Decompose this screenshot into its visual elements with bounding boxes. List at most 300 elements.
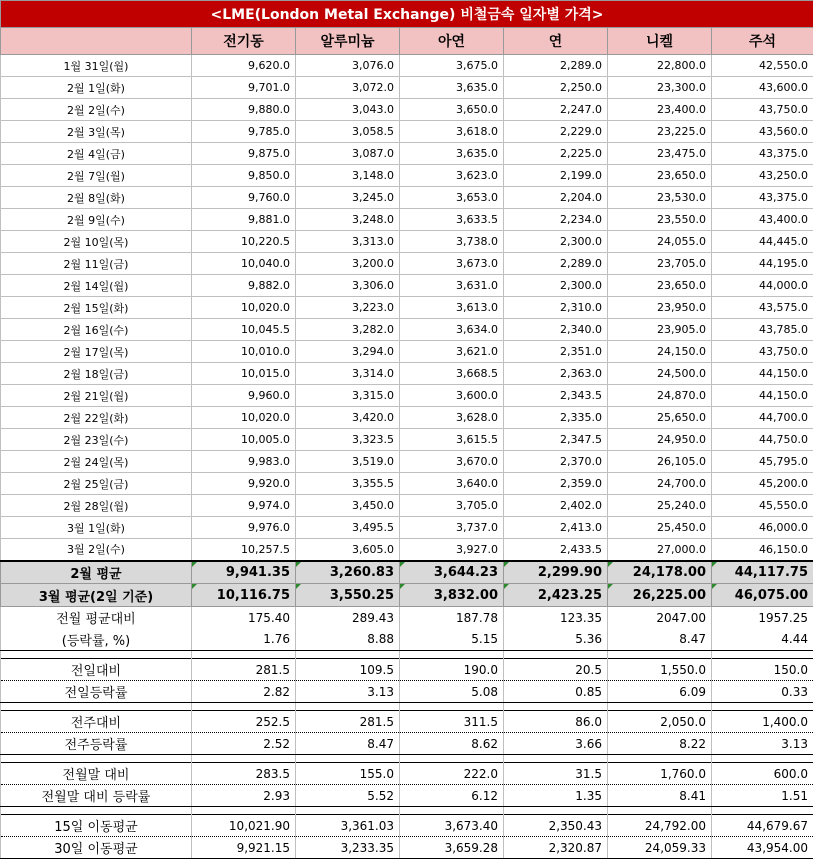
value-cell xyxy=(192,385,296,407)
cell-value: 44,117.75 xyxy=(735,565,808,580)
value-cell xyxy=(296,187,400,209)
cell-value: 25,240.0 xyxy=(657,499,706,512)
value-cell xyxy=(400,629,504,651)
value-cell xyxy=(712,55,813,77)
value-cell xyxy=(712,77,813,99)
cell-value: 9,880.0 xyxy=(248,103,290,116)
value-cell xyxy=(400,253,504,275)
value-cell xyxy=(296,711,400,733)
cell-value: 9,974.0 xyxy=(248,499,290,512)
col-header-copper: 전기동 xyxy=(192,28,296,55)
value-cell xyxy=(504,231,608,253)
value-cell xyxy=(712,681,813,703)
value-cell xyxy=(192,363,296,385)
cell-value: 289.43 xyxy=(352,611,394,625)
spacer-cell xyxy=(192,703,296,711)
value-cell xyxy=(504,629,608,651)
value-cell xyxy=(504,187,608,209)
cell-value: 5.52 xyxy=(367,789,394,803)
summary-row xyxy=(1,659,813,681)
cell-value: 43,785.0 xyxy=(759,323,808,336)
cell-value: 8.41 xyxy=(679,789,706,803)
value-cell xyxy=(712,209,813,231)
value-cell xyxy=(400,495,504,517)
cell-value: 10,045.5 xyxy=(241,323,290,336)
value-cell xyxy=(504,407,608,429)
value-cell xyxy=(400,209,504,231)
summary-row xyxy=(1,763,813,785)
value-cell xyxy=(192,451,296,473)
cell-value: 46,000.0 xyxy=(759,521,808,534)
value-cell xyxy=(712,319,813,341)
cell-value: 3,323.5 xyxy=(352,433,394,446)
value-cell xyxy=(192,495,296,517)
row-label: 2월 1일(화) xyxy=(1,77,192,99)
cell-value: 10,040.0 xyxy=(241,257,290,270)
cell-value: 26,105.0 xyxy=(657,455,706,468)
cell-value: 9,983.0 xyxy=(248,455,290,468)
cell-value: 2,402.0 xyxy=(560,499,602,512)
value-cell xyxy=(192,275,296,297)
value-cell xyxy=(608,385,712,407)
cell-value: 3,058.5 xyxy=(352,125,394,138)
summary-row xyxy=(1,681,813,703)
cell-value: 10,010.0 xyxy=(241,345,290,358)
value-cell xyxy=(608,815,712,837)
row-label: 전월말 대비 xyxy=(1,763,192,785)
cell-value: 252.5 xyxy=(256,715,290,729)
value-cell xyxy=(192,473,296,495)
cell-value: 1.35 xyxy=(575,789,602,803)
cell-value: 25,650.0 xyxy=(657,411,706,424)
cell-value: 8.88 xyxy=(367,632,394,646)
cell-value: 5.15 xyxy=(471,632,498,646)
value-cell xyxy=(504,711,608,733)
cell-value: 43,375.0 xyxy=(759,147,808,160)
value-cell xyxy=(192,561,296,584)
value-cell xyxy=(504,297,608,319)
value-cell xyxy=(712,407,813,429)
cell-value: 9,760.0 xyxy=(248,191,290,204)
value-cell xyxy=(192,584,296,607)
value-cell xyxy=(712,561,813,584)
value-cell xyxy=(400,275,504,297)
value-cell xyxy=(504,733,608,755)
cell-value: 3,450.0 xyxy=(352,499,394,512)
value-cell xyxy=(608,785,712,807)
cell-value: 0.85 xyxy=(575,685,602,699)
cell-value: 600.0 xyxy=(774,767,808,781)
value-cell xyxy=(504,143,608,165)
cell-value: 2,370.0 xyxy=(560,455,602,468)
cell-value: 43,600.0 xyxy=(759,81,808,94)
value-cell xyxy=(192,341,296,363)
cell-value: 23,550.0 xyxy=(657,213,706,226)
value-cell xyxy=(608,407,712,429)
cell-value: 123.35 xyxy=(560,611,602,625)
cell-value: 3,644.23 xyxy=(434,565,498,580)
value-cell xyxy=(712,711,813,733)
value-cell xyxy=(608,209,712,231)
daily-price-row xyxy=(1,319,813,341)
monthly-change-row xyxy=(1,607,813,629)
cell-value: 2,300.0 xyxy=(560,279,602,292)
spacer-cell xyxy=(608,755,712,763)
cell-indicator-icon xyxy=(608,584,613,589)
cell-value: 23,905.0 xyxy=(657,323,706,336)
value-cell xyxy=(192,681,296,703)
cell-value: 24,055.0 xyxy=(657,235,706,248)
cell-value: 3,245.0 xyxy=(352,191,394,204)
cell-value: 9,882.0 xyxy=(248,279,290,292)
value-cell xyxy=(192,165,296,187)
value-cell xyxy=(400,785,504,807)
spacer-cell xyxy=(712,755,813,763)
cell-value: 3,675.0 xyxy=(456,59,498,72)
cell-value: 2,359.0 xyxy=(560,477,602,490)
value-cell xyxy=(608,837,712,859)
cell-value: 43,400.0 xyxy=(759,213,808,226)
cell-value: 10,116.75 xyxy=(217,588,290,603)
value-cell xyxy=(504,209,608,231)
cell-value: 1,550.0 xyxy=(660,663,706,677)
daily-price-row xyxy=(1,407,813,429)
value-cell xyxy=(608,341,712,363)
value-cell xyxy=(296,815,400,837)
daily-price-row xyxy=(1,231,813,253)
cell-value: 2,299.90 xyxy=(538,565,602,580)
value-cell xyxy=(608,607,712,629)
value-cell xyxy=(192,539,296,561)
spacer-cell xyxy=(712,703,813,711)
cell-value: 44,150.0 xyxy=(759,367,808,380)
cell-value: 3,737.0 xyxy=(456,521,498,534)
value-cell xyxy=(712,659,813,681)
cell-value: 3,640.0 xyxy=(456,477,498,490)
spacer-cell xyxy=(400,651,504,659)
daily-price-row xyxy=(1,341,813,363)
spacer-cell xyxy=(296,703,400,711)
summary-row xyxy=(1,733,813,755)
value-cell xyxy=(296,429,400,451)
value-cell xyxy=(192,99,296,121)
value-cell xyxy=(400,763,504,785)
cell-value: 2,343.5 xyxy=(560,389,602,402)
value-cell xyxy=(504,539,608,561)
row-label: 2월 24일(목) xyxy=(1,451,192,473)
value-cell xyxy=(192,253,296,275)
cell-value: 3,623.0 xyxy=(456,169,498,182)
value-cell xyxy=(504,55,608,77)
value-cell xyxy=(192,517,296,539)
cell-value: 24,870.0 xyxy=(657,389,706,402)
title-row xyxy=(1,1,813,28)
value-cell xyxy=(712,517,813,539)
spacer-cell xyxy=(608,651,712,659)
cell-value: 3,633.5 xyxy=(456,213,498,226)
spacer-cell xyxy=(1,651,192,659)
value-cell xyxy=(400,584,504,607)
row-label: 전일등락률 xyxy=(1,681,192,703)
cell-value: 24,059.33 xyxy=(645,841,706,855)
value-cell xyxy=(608,275,712,297)
cell-value: 3,315.0 xyxy=(352,389,394,402)
cell-value: 3,673.40 xyxy=(445,819,498,833)
daily-price-row xyxy=(1,143,813,165)
value-cell xyxy=(608,429,712,451)
value-cell xyxy=(296,121,400,143)
value-cell xyxy=(712,473,813,495)
value-cell xyxy=(296,607,400,629)
summary-row xyxy=(1,785,813,807)
cell-value: 150.0 xyxy=(774,663,808,677)
value-cell xyxy=(192,429,296,451)
value-cell xyxy=(192,187,296,209)
cell-value: 3,618.0 xyxy=(456,125,498,138)
cell-value: 8.47 xyxy=(367,737,394,751)
value-cell xyxy=(712,297,813,319)
cell-value: 2,229.0 xyxy=(560,125,602,138)
value-cell xyxy=(296,837,400,859)
cell-value: 10,015.0 xyxy=(241,367,290,380)
row-label: 2월 7일(월) xyxy=(1,165,192,187)
cell-value: 3,306.0 xyxy=(352,279,394,292)
value-cell xyxy=(296,77,400,99)
page-title: <LME(London Metal Exchange) 비철금속 일자별 가격> xyxy=(1,1,813,28)
value-cell xyxy=(296,143,400,165)
value-cell xyxy=(712,539,813,561)
cell-value: 24,150.0 xyxy=(657,345,706,358)
cell-value: 9,941.35 xyxy=(226,565,290,580)
value-cell xyxy=(192,607,296,629)
value-cell xyxy=(192,55,296,77)
row-label: 2월 10일(목) xyxy=(1,231,192,253)
cell-value: 2,289.0 xyxy=(560,59,602,72)
monthly-change-rate-row xyxy=(1,629,813,651)
cell-value: 3,600.0 xyxy=(456,389,498,402)
cell-value: 2.82 xyxy=(263,685,290,699)
value-cell xyxy=(712,495,813,517)
value-cell xyxy=(504,319,608,341)
row-label: 3월 2일(수) xyxy=(1,539,192,561)
value-cell xyxy=(608,763,712,785)
value-cell xyxy=(712,629,813,651)
row-label: 2월 22일(화) xyxy=(1,407,192,429)
cell-indicator-icon xyxy=(296,584,301,589)
cell-indicator-icon xyxy=(296,562,301,567)
spacer-cell xyxy=(296,755,400,763)
value-cell xyxy=(296,451,400,473)
cell-indicator-icon xyxy=(192,584,197,589)
value-cell xyxy=(400,837,504,859)
cell-indicator-icon xyxy=(400,584,405,589)
daily-price-row xyxy=(1,451,813,473)
value-cell xyxy=(608,711,712,733)
cell-value: 2,300.0 xyxy=(560,235,602,248)
cell-value: 23,475.0 xyxy=(657,147,706,160)
value-cell xyxy=(504,253,608,275)
cell-value: 1.51 xyxy=(781,789,808,803)
cell-value: 5.08 xyxy=(471,685,498,699)
cell-value: 2,350.43 xyxy=(549,819,602,833)
cell-value: 1,760.0 xyxy=(660,767,706,781)
value-cell xyxy=(400,473,504,495)
daily-price-row xyxy=(1,363,813,385)
average-row xyxy=(1,561,813,584)
value-cell xyxy=(712,785,813,807)
value-cell xyxy=(504,429,608,451)
daily-price-row xyxy=(1,165,813,187)
cell-value: 25,450.0 xyxy=(657,521,706,534)
cell-value: 43,750.0 xyxy=(759,103,808,116)
value-cell xyxy=(400,121,504,143)
row-label: 2월 14일(월) xyxy=(1,275,192,297)
value-cell xyxy=(608,363,712,385)
value-cell xyxy=(296,319,400,341)
cell-value: 3,650.0 xyxy=(456,103,498,116)
row-label: 2월 21일(월) xyxy=(1,385,192,407)
cell-value: 23,950.0 xyxy=(657,301,706,314)
spacer-row xyxy=(1,755,813,763)
cell-value: 3,635.0 xyxy=(456,81,498,94)
cell-value: 2,250.0 xyxy=(560,81,602,94)
cell-value: 3,628.0 xyxy=(456,411,498,424)
value-cell xyxy=(400,297,504,319)
value-cell xyxy=(504,473,608,495)
cell-value: 222.0 xyxy=(464,767,498,781)
spacer-cell xyxy=(712,651,813,659)
col-header-aluminum: 알루미늄 xyxy=(296,28,400,55)
cell-value: 3,659.28 xyxy=(445,841,498,855)
value-cell xyxy=(296,165,400,187)
cell-value: 2,413.0 xyxy=(560,521,602,534)
spacer-cell xyxy=(400,703,504,711)
cell-value: 10,020.0 xyxy=(241,301,290,314)
value-cell xyxy=(400,681,504,703)
cell-value: 2,363.0 xyxy=(560,367,602,380)
value-cell xyxy=(504,451,608,473)
cell-value: 26,225.00 xyxy=(633,588,706,603)
summary-row xyxy=(1,815,813,837)
spacer-cell xyxy=(504,651,608,659)
spacer-cell xyxy=(504,807,608,815)
daily-price-row xyxy=(1,55,813,77)
cell-value: 2,050.0 xyxy=(660,715,706,729)
cell-indicator-icon xyxy=(712,584,717,589)
value-cell xyxy=(712,837,813,859)
value-cell xyxy=(608,539,712,561)
value-cell xyxy=(192,733,296,755)
daily-price-row xyxy=(1,539,813,561)
value-cell xyxy=(608,143,712,165)
value-cell xyxy=(712,451,813,473)
daily-price-row xyxy=(1,297,813,319)
cell-value: 2,433.5 xyxy=(560,543,602,556)
cell-indicator-icon xyxy=(504,584,509,589)
spacer-cell xyxy=(400,755,504,763)
value-cell xyxy=(400,561,504,584)
cell-value: 43,560.0 xyxy=(759,125,808,138)
value-cell xyxy=(608,165,712,187)
value-cell xyxy=(504,363,608,385)
cell-value: 3,355.5 xyxy=(352,477,394,490)
spacer-row xyxy=(1,651,813,659)
cell-value: 23,400.0 xyxy=(657,103,706,116)
cell-value: 3.66 xyxy=(575,737,602,751)
cell-value: 24,700.0 xyxy=(657,477,706,490)
value-cell xyxy=(192,785,296,807)
value-cell xyxy=(400,607,504,629)
value-cell xyxy=(712,607,813,629)
cell-value: 3,076.0 xyxy=(352,59,394,72)
cell-value: 22,800.0 xyxy=(657,59,706,72)
value-cell xyxy=(608,561,712,584)
value-cell xyxy=(296,407,400,429)
value-cell xyxy=(192,763,296,785)
cell-value: 9,960.0 xyxy=(248,389,290,402)
cell-value: 43,575.0 xyxy=(759,301,808,314)
cell-value: 43,954.00 xyxy=(747,841,808,855)
cell-value: 10,005.0 xyxy=(241,433,290,446)
cell-value: 2.93 xyxy=(263,789,290,803)
summary-row xyxy=(1,837,813,859)
cell-value: 3.13 xyxy=(781,737,808,751)
value-cell xyxy=(504,659,608,681)
value-cell xyxy=(192,121,296,143)
value-cell xyxy=(192,297,296,319)
daily-price-row xyxy=(1,275,813,297)
cell-value: 3,087.0 xyxy=(352,147,394,160)
value-cell xyxy=(608,629,712,651)
value-cell xyxy=(400,815,504,837)
col-header-lead: 연 xyxy=(504,28,608,55)
cell-value: 3,927.0 xyxy=(456,543,498,556)
summary-row xyxy=(1,711,813,733)
cell-value: 3,200.0 xyxy=(352,257,394,270)
cell-value: 3,670.0 xyxy=(456,455,498,468)
cell-value: 3,705.0 xyxy=(456,499,498,512)
cell-value: 3,635.0 xyxy=(456,147,498,160)
value-cell xyxy=(192,319,296,341)
value-cell xyxy=(296,659,400,681)
value-cell xyxy=(400,363,504,385)
cell-value: 3,233.35 xyxy=(341,841,394,855)
value-cell xyxy=(712,187,813,209)
value-cell xyxy=(296,363,400,385)
spacer-cell xyxy=(608,807,712,815)
value-cell xyxy=(504,584,608,607)
cell-value: 3,653.0 xyxy=(456,191,498,204)
spacer-cell xyxy=(296,807,400,815)
value-cell xyxy=(296,561,400,584)
value-cell xyxy=(712,733,813,755)
value-cell xyxy=(608,121,712,143)
value-cell xyxy=(400,341,504,363)
row-label: 15일 이동평균 xyxy=(1,815,192,837)
cell-value: 3,260.83 xyxy=(330,565,394,580)
row-label: 전월 평균대비 xyxy=(1,607,192,629)
row-label: 3월 평균(2일 기준) xyxy=(1,584,192,607)
cell-value: 9,976.0 xyxy=(248,521,290,534)
cell-value: 3,832.00 xyxy=(434,588,498,603)
value-cell xyxy=(504,341,608,363)
value-cell xyxy=(400,319,504,341)
value-cell xyxy=(608,319,712,341)
cell-value: 3,313.0 xyxy=(352,235,394,248)
value-cell xyxy=(296,275,400,297)
value-cell xyxy=(504,517,608,539)
cell-value: 8.62 xyxy=(471,737,498,751)
